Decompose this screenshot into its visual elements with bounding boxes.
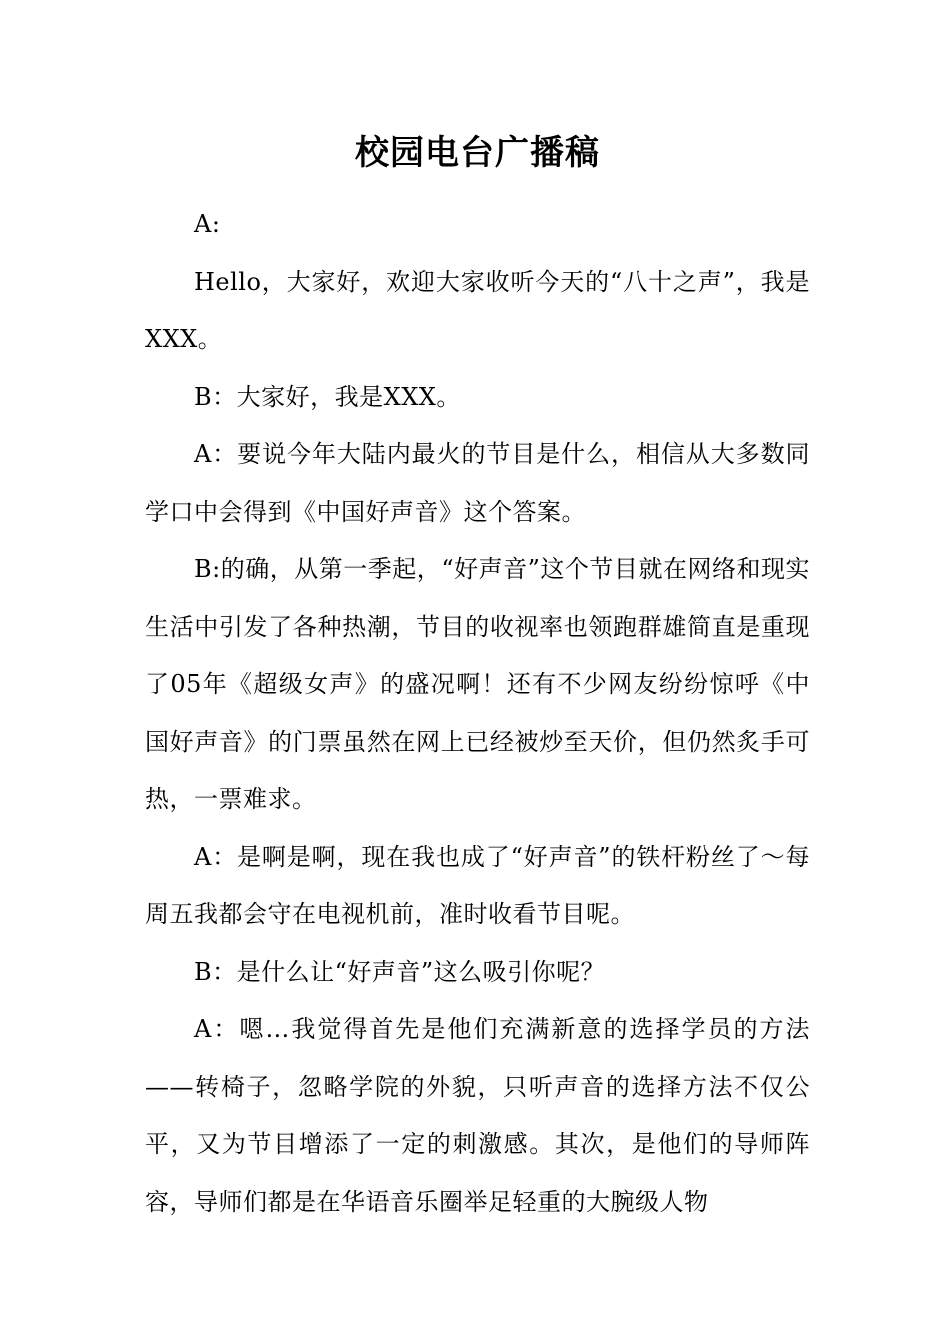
paragraph: B:的确，从第一季起，“好声音”这个节目就在网络和现实生活中引发了各种热潮，节目的收视率也领跑群雄简直是重现了05年《超级女声》的盛况啊！还有不少网友纷纷惊呼《中国好声音》的门票虽然在网上已经被炒至天价，但仍然炙手可热，一票难求。: [145, 555, 810, 813]
document-body: [145, 196, 810, 1231]
paragraph: A:: [194, 210, 221, 238]
paragraph: B：是什么让“好声音”这么吸引你呢？: [194, 957, 606, 986]
paragraph: B：大家好，我是XXX。: [194, 382, 461, 411]
paragraph: A：要说今年大陆内最火的节目是什么，相信从大多数同学口中会得到《中国好声音》这个答案。: [145, 440, 810, 526]
paragraph: A：是啊是啊，现在我也成了“好声音”的铁杆粉丝了～每周五我都会守在电视机前，准时收看节目呢。: [145, 842, 810, 928]
paragraph: A：嗯…我觉得首先是他们充满新意的选择学员的方法——转椅子，忽略学院的外貌，只听声音的选择方法不仅公平，又为节目增添了一定的刺激感。其次，是他们的导师阵容，导师们都是在华语音乐圈举足轻重的大腕级人物: [145, 1015, 810, 1216]
paragraph: Hello，大家好，欢迎大家收听今天的“八十之声”，我是XXX。: [145, 267, 810, 353]
document-title: 校园电台广播稿: [355, 133, 600, 173]
